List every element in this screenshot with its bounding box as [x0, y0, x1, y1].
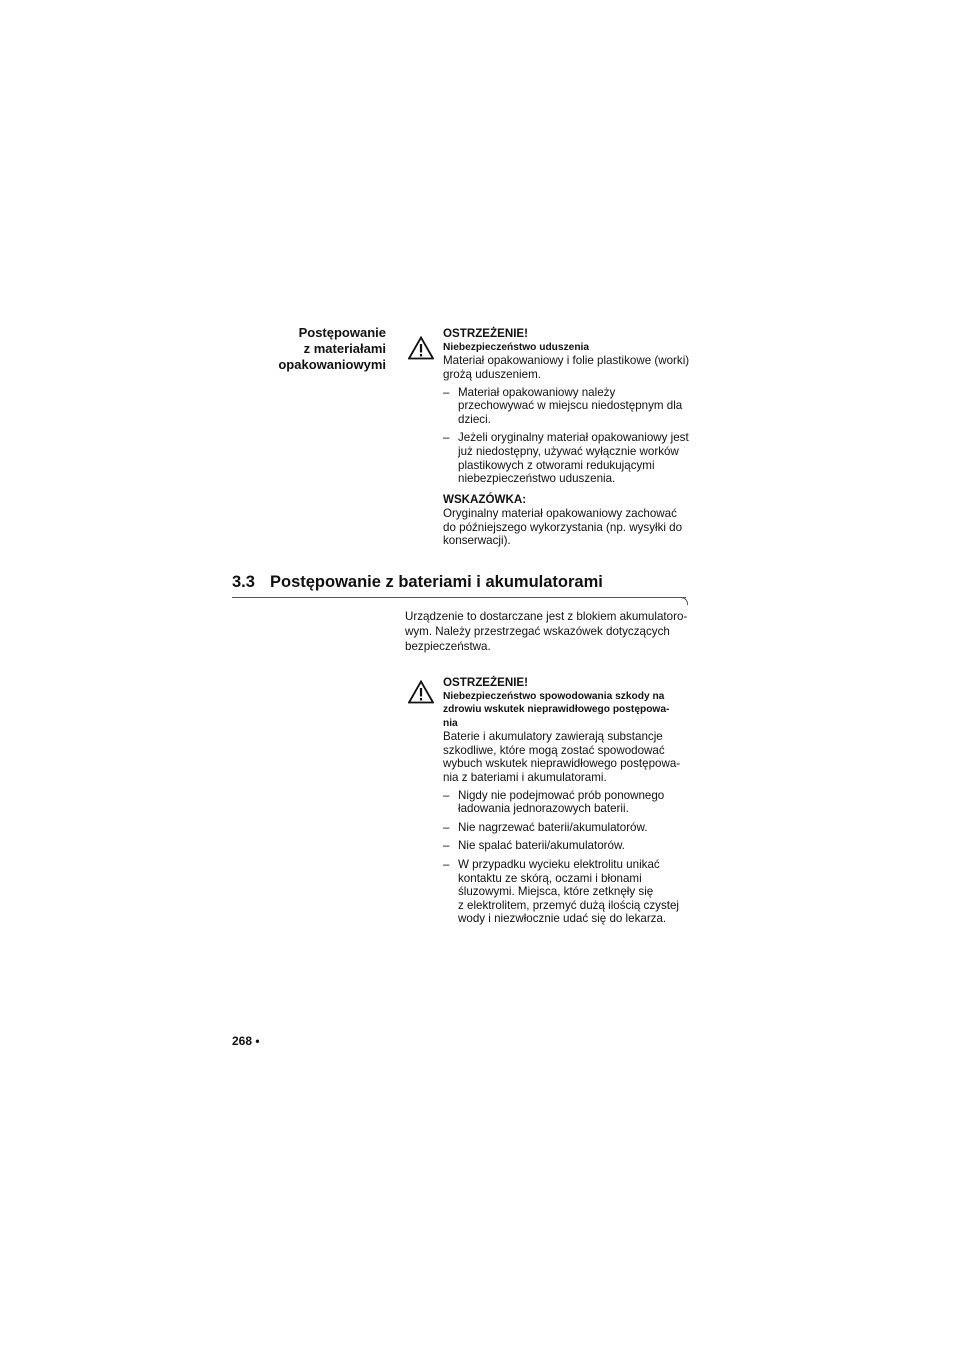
text-line: Urządzenie to dostarczane jest z blokiem akumulatoro- — [405, 610, 688, 623]
text-line: przechowywać w miejscu niedostępnym dla — [458, 399, 683, 413]
text-line: dzieci. — [458, 412, 491, 426]
text-line: z elektrolitem, przemyć dużą ilością czystej — [458, 898, 679, 912]
text-line: Niebezpieczeństwo spowodowania szkody na — [443, 691, 665, 702]
section-intro — [405, 609, 695, 654]
text-line: Materiał opakowaniowy należy — [458, 385, 616, 399]
text-line: zdrowiu wskutek nieprawidłowego postępowa- — [443, 704, 670, 716]
text-line: nia — [443, 717, 458, 729]
side-heading-line: z materiałami — [303, 341, 386, 356]
text-line: już niedostępny, używać wyłącznie worków — [458, 444, 679, 458]
text-line: konserwacji). — [443, 534, 511, 548]
warning-label: OSTRZEŻENIE! — [443, 676, 529, 689]
note-text — [443, 507, 693, 548]
text-line: plastikowych z otworami redukującymi — [458, 458, 655, 472]
text-line: śluzowymi. Miejsca, które zetknęły się — [458, 885, 654, 899]
list-item — [443, 386, 693, 427]
section-divider-corner — [680, 597, 688, 605]
text-line: Nie spalać baterii/akumulatorów. — [458, 839, 625, 853]
text-line: bezpieczeństwa. — [405, 640, 491, 653]
text-line: Baterie i akumulatory zawierają substancje — [443, 730, 663, 744]
text-line: grożą uduszeniem. — [443, 368, 541, 381]
text-line: kontaktu ze skórą, oczami i błonami — [458, 871, 642, 885]
text-line: wybuch wskutek nieprawidłowego postępowa- — [443, 757, 681, 771]
text-line: do późniejszego wykorzystania (np. wysyłki do — [443, 520, 683, 534]
text-line: nia z bateriami i akumulatorami. — [443, 771, 607, 784]
note-label: WSKAZÓWKA: — [443, 493, 527, 506]
text-line: Oryginalny materiał opakowaniowy zachować — [443, 507, 677, 520]
text-line: Materiał opakowaniowy i folie plastikowe (worki) — [443, 354, 690, 368]
warning-label: OSTRZEŻENIE! — [443, 327, 529, 340]
warning-text — [443, 354, 693, 381]
page-number: 268 • — [232, 1034, 260, 1048]
warning-triangle-icon — [408, 336, 434, 360]
text-line: wody i niezwłocznie udać się do lekarza. — [458, 912, 667, 926]
list-item — [443, 431, 693, 485]
warning-triangle-icon — [408, 680, 434, 704]
list-item — [443, 858, 693, 926]
packaging-note — [443, 493, 693, 548]
text-line: W przypadku wycieku elektrolitu unikać — [458, 857, 660, 871]
list-item — [443, 839, 693, 853]
section-heading — [232, 572, 603, 592]
text-line: wym. Należy przestrzegać wskazówek dotyczących — [405, 625, 670, 638]
text-line: Nigdy nie podejmować prób ponownego — [458, 788, 665, 802]
text-line: ładowania jednorazowych baterii. — [458, 802, 629, 816]
list-item — [443, 821, 693, 835]
text-line: Jeżeli oryginalny materiał opakowaniowy jest — [458, 431, 689, 445]
side-heading-packaging — [220, 325, 386, 373]
list-item — [443, 789, 693, 816]
warning-list — [443, 386, 693, 486]
battery-warning — [443, 676, 693, 931]
warning-subtitle — [443, 690, 693, 730]
section-title: Postępowanie z bateriami i akumulatorami — [270, 573, 603, 591]
side-heading-line: opakowaniowymi — [278, 357, 386, 372]
text-line: niebezpieczeństwo uduszenia. — [458, 472, 616, 486]
text-line: szkodliwe, które mogą zostać spowodować — [443, 743, 665, 757]
warning-text — [443, 730, 693, 784]
packaging-warning — [443, 327, 693, 491]
warning-list — [443, 789, 693, 926]
side-heading-line: Postępowanie — [298, 325, 386, 340]
section-divider — [232, 597, 686, 598]
warning-subtitle: Niebezpieczeństwo uduszenia — [443, 342, 590, 353]
section-number: 3.3 — [232, 573, 255, 591]
text-line: Nie nagrzewać baterii/akumulatorów. — [458, 820, 648, 834]
